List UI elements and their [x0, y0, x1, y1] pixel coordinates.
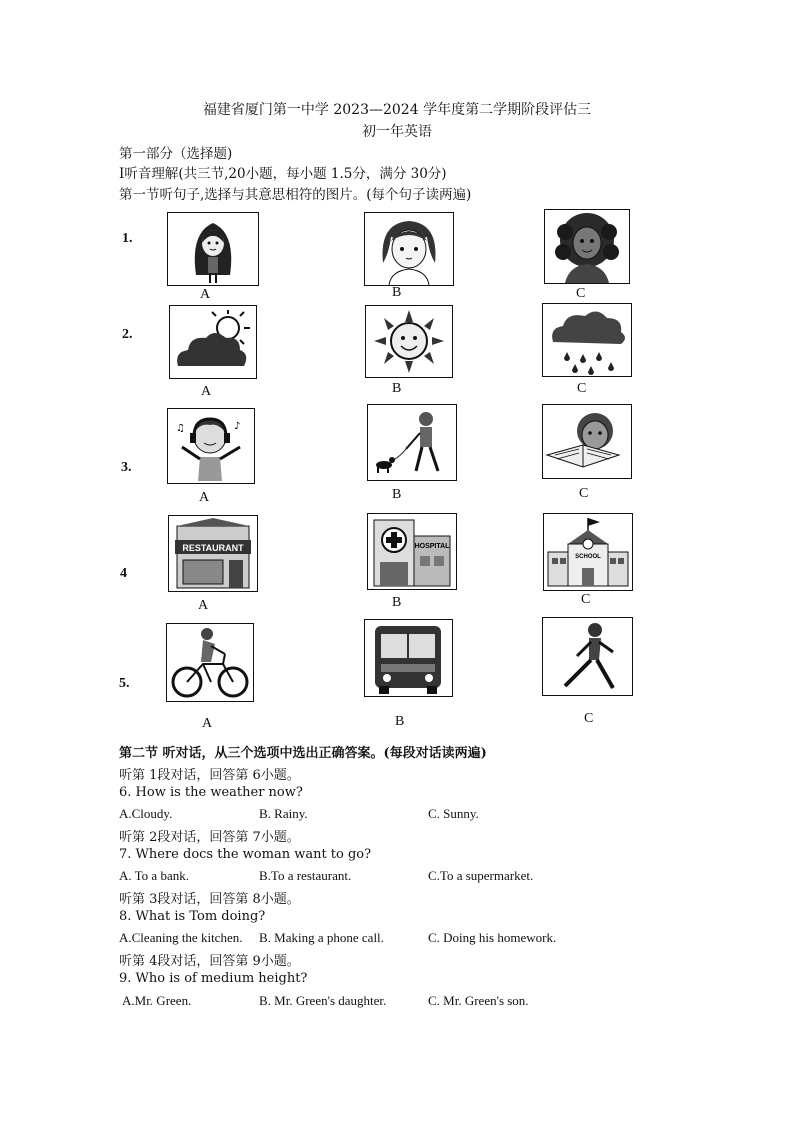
restaurant-building-icon[interactable] [168, 515, 258, 592]
rainy-icon[interactable] [542, 303, 632, 377]
part1-heading: 第一部分（选择题) [119, 146, 233, 162]
answer-option-a[interactable]: A.Cleaning the kitchen. [119, 930, 243, 945]
bob-hair-girl-icon[interactable] [364, 212, 454, 286]
dialogue-intro: 听第 4段对话，回答第 9小题。 [119, 954, 300, 969]
option-label: A [199, 490, 210, 505]
long-hair-girl-icon[interactable] [167, 212, 259, 286]
option-label: C [584, 711, 594, 726]
listening-music-icon[interactable] [167, 408, 255, 484]
answer-option-a[interactable]: A.Mr. Green. [122, 993, 192, 1008]
hospital-sign: HOSPITAL [414, 543, 450, 550]
svg-text:♫: ♫ [176, 423, 185, 434]
question-number: 5. [119, 676, 130, 691]
document-title: 福建省厦门第一中学 2023—2024 学年度第二学期阶段评估三 [202, 102, 592, 118]
option-label: A [200, 287, 211, 302]
answer-option-c[interactable]: C. Doing his homework. [428, 930, 557, 945]
option-label: B [395, 714, 405, 729]
option-label: C [581, 592, 591, 607]
restaurant-sign: RESTAURANT [182, 543, 244, 553]
question-number: 2. [122, 327, 133, 342]
option-label: B [392, 381, 402, 396]
walking-person-icon[interactable] [542, 617, 633, 696]
answer-option-b[interactable]: B. Rainy. [259, 806, 308, 821]
school-building-icon[interactable] [543, 513, 633, 591]
document-subtitle: 初一年英语 [362, 124, 432, 140]
question-text: 8. What is Tom doing? [119, 909, 266, 924]
dialogue-intro: 听第 2段对话，回答第 7小题。 [119, 830, 300, 845]
bicycle-rider-icon[interactable] [166, 623, 254, 702]
section1-heading: 第一节听句子,选择与其意思相符的图片。(每个句子读两遍) [119, 187, 472, 203]
section2-heading: 第二节 听对话，从三个选项中选出正确答案。(每段对话读两遍) [119, 746, 487, 761]
question-number: 3. [121, 460, 132, 475]
answer-option-b[interactable]: B. Mr. Green's daughter. [259, 993, 387, 1008]
question-text: 7. Where docs the woman want to go? [119, 847, 372, 862]
school-sign: SCHOOL [575, 554, 601, 560]
question-number: 1. [122, 231, 133, 246]
cloudy-sun-icon[interactable] [169, 305, 257, 379]
option-label: A [201, 384, 212, 399]
listening-instructions: I听音理解(共三节,20小题，每小题 1.5分，满分 30分) [119, 166, 447, 182]
bus-icon[interactable] [364, 619, 453, 697]
reading-book-icon[interactable] [542, 404, 632, 479]
svg-text:♪: ♪ [234, 421, 241, 432]
answer-option-b[interactable]: B. Making a phone call. [259, 930, 384, 945]
answer-option-b[interactable]: B.To a restaurant. [259, 868, 352, 883]
sunny-icon[interactable] [365, 305, 453, 378]
option-label: C [579, 486, 589, 501]
answer-option-c[interactable]: C.To a supermarket. [428, 868, 534, 883]
option-label: B [392, 595, 402, 610]
walking-dog-icon[interactable] [367, 404, 457, 481]
option-label: A [202, 716, 213, 731]
question-text: 6. How is the weather now? [119, 785, 303, 800]
dialogue-intro: 听第 1段对话，回答第 6小题。 [119, 768, 300, 783]
question-text: 9. Who is of medium height? [119, 971, 308, 986]
question-number: 4 [120, 566, 127, 581]
answer-option-a[interactable]: A.Cloudy. [119, 806, 173, 821]
answer-option-c[interactable]: C. Mr. Green's son. [428, 993, 529, 1008]
dialogue-intro: 听第 3段对话，回答第 8小题。 [119, 892, 300, 907]
curly-hair-woman-icon[interactable] [544, 209, 630, 284]
answer-option-a[interactable]: A. To a bank. [119, 868, 189, 883]
option-label: C [577, 381, 587, 396]
option-label: B [392, 487, 402, 502]
option-label: B [392, 285, 402, 300]
answer-option-c[interactable]: C. Sunny. [428, 806, 479, 821]
option-label: C [576, 286, 586, 301]
option-label: A [198, 598, 209, 613]
hospital-building-icon[interactable] [367, 513, 457, 590]
